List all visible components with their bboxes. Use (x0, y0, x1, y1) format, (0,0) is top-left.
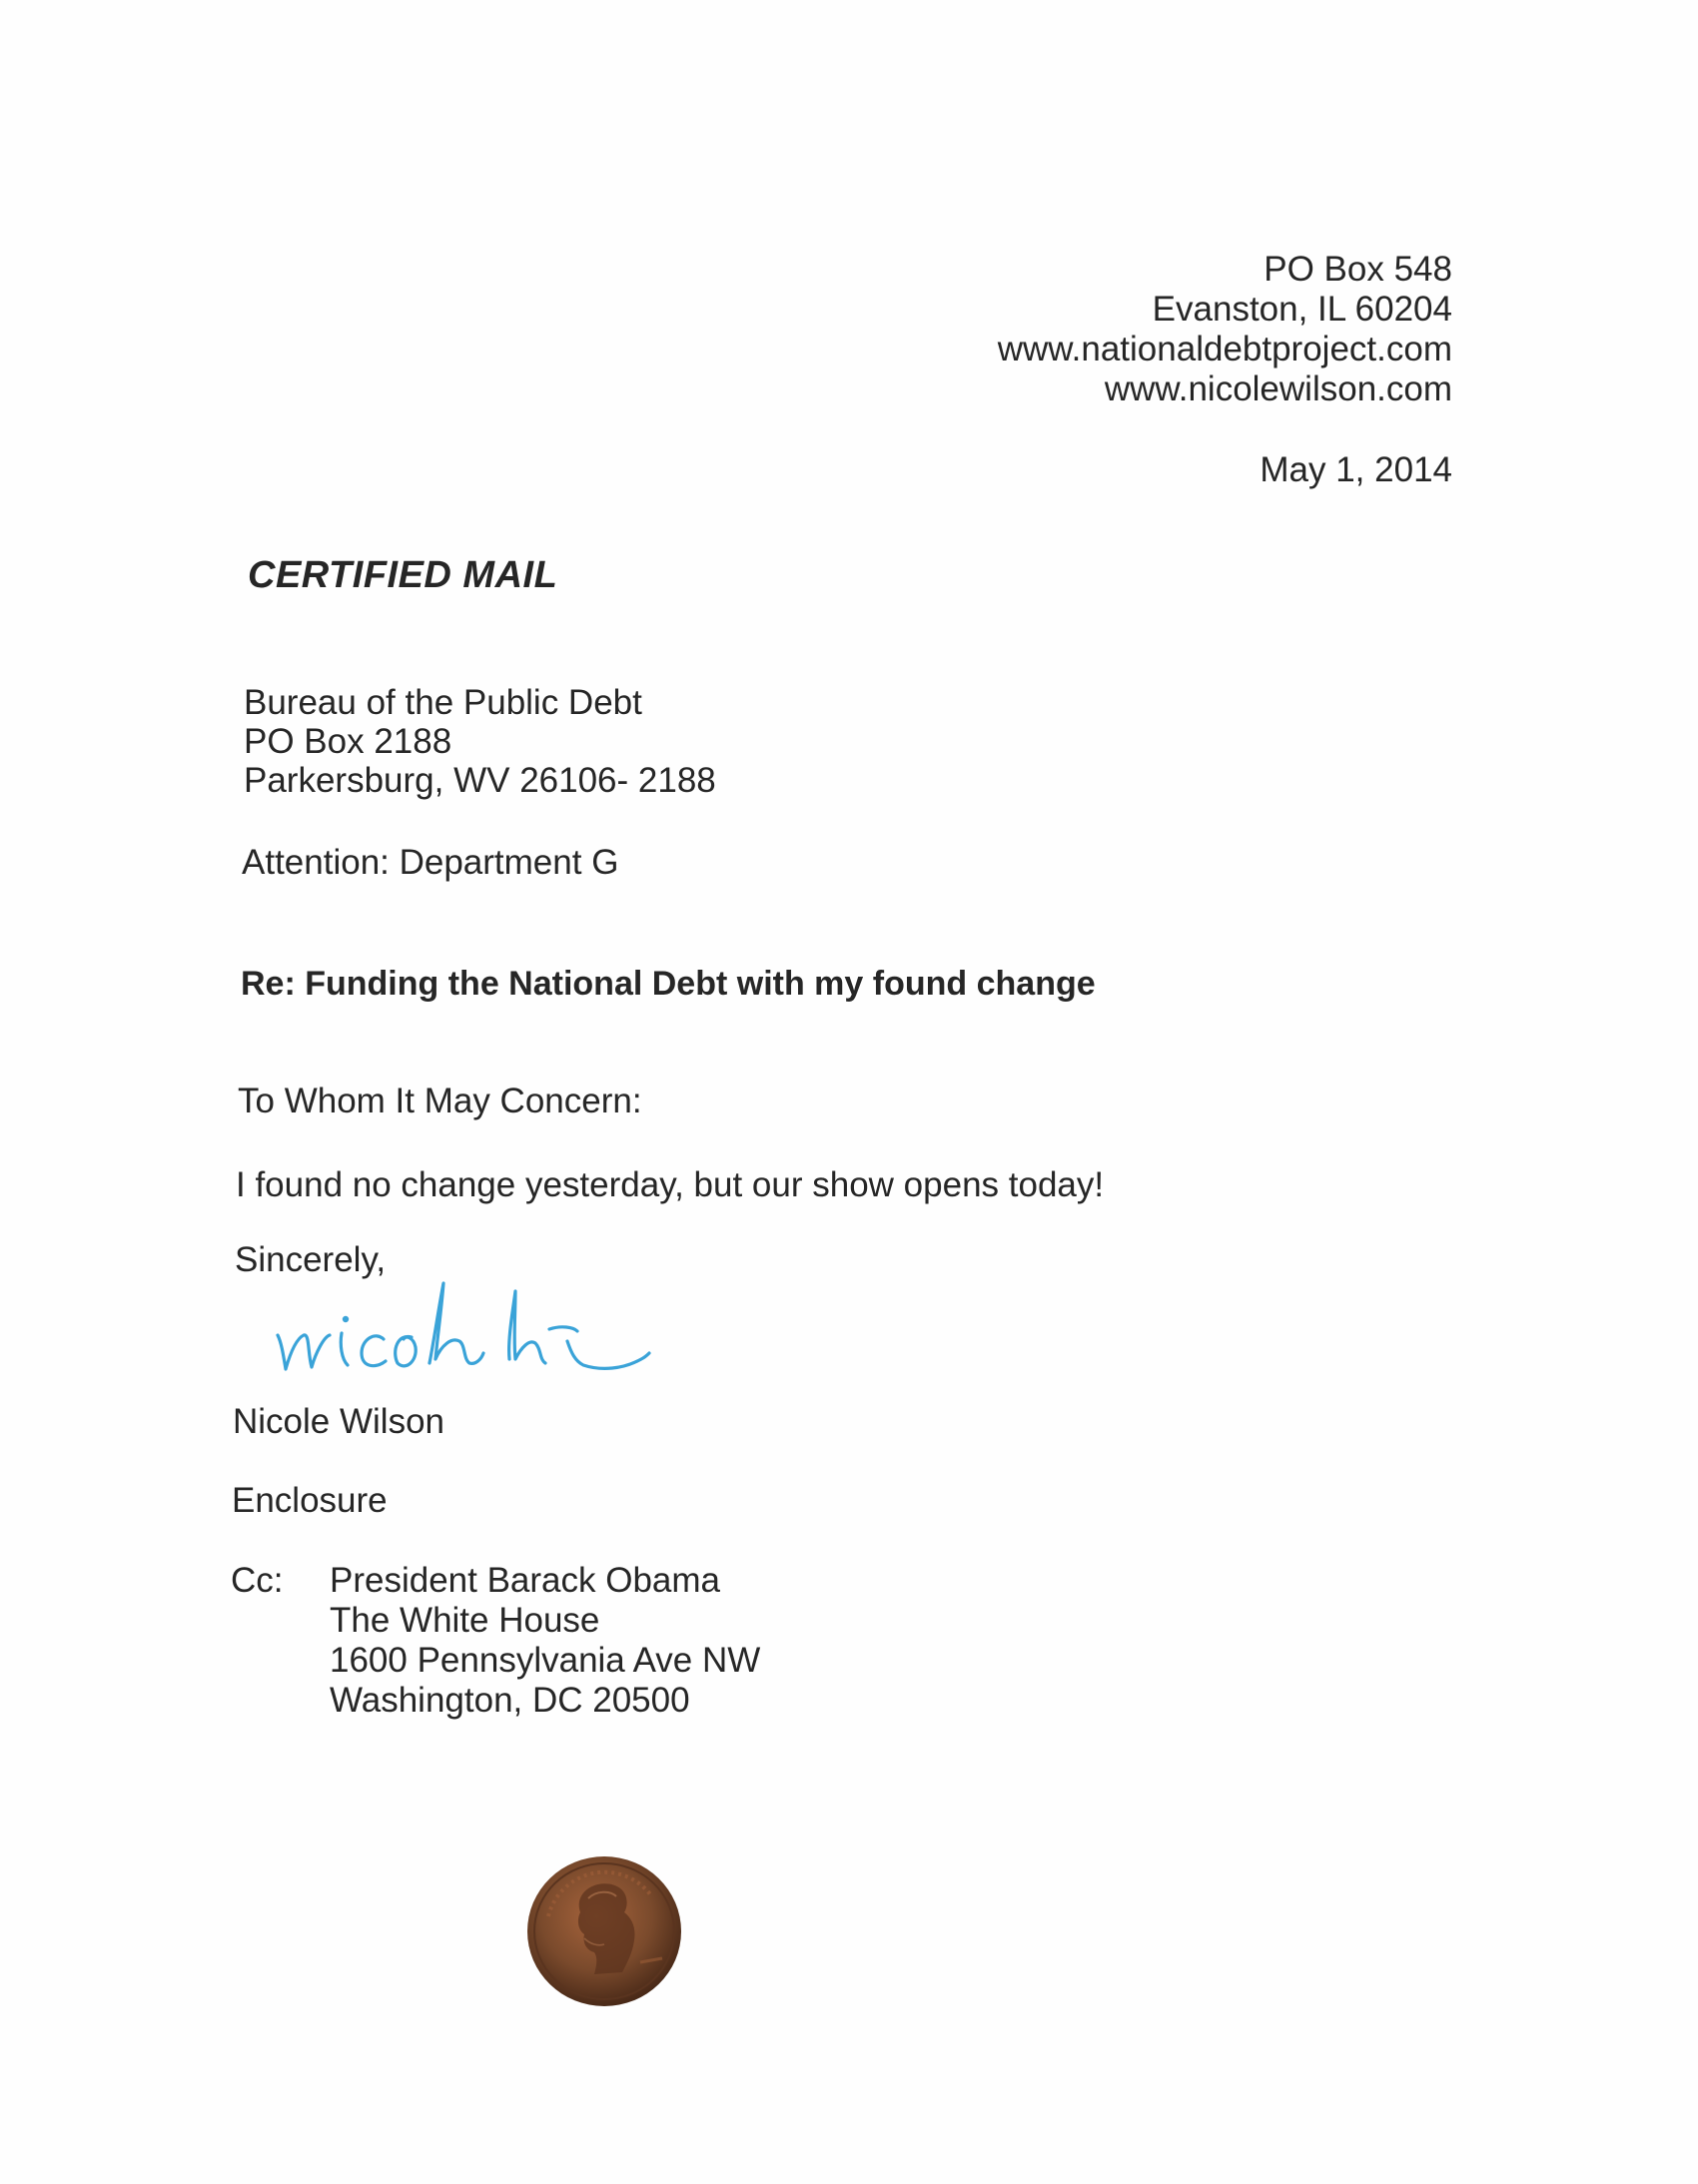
sender-website-1: www.nationaldebtproject.com (997, 330, 1452, 368)
cc-street: 1600 Pennsylvania Ave NW (330, 1641, 761, 1680)
recipient-name: Bureau of the Public Debt (244, 683, 642, 722)
attention-line: Attention: Department G (242, 843, 619, 882)
sender-po-box: PO Box 548 (1264, 250, 1452, 289)
recipient-address (244, 683, 716, 800)
enclosure-note: Enclosure (232, 1481, 388, 1520)
salutation: To Whom It May Concern: (238, 1082, 642, 1120)
subject-line: Re: Funding the National Debt with my found change (241, 965, 1096, 1003)
signer-name: Nicole Wilson (233, 1402, 444, 1441)
handwritten-signature-icon (272, 1273, 651, 1383)
closing: Sincerely, (235, 1240, 387, 1279)
letter-date: May 1, 2014 (1260, 450, 1452, 489)
cc-organization: The White House (330, 1601, 600, 1640)
cc-name: President Barack Obama (330, 1561, 721, 1600)
cc-address (330, 1561, 760, 1721)
letter-body: I found no change yesterday, but our show opens today! (236, 1165, 1105, 1204)
recipient-po-box: PO Box 2188 (244, 722, 452, 761)
certified-mail-heading: CERTIFIED MAIL (248, 554, 558, 596)
penny-coin-icon (524, 1854, 684, 2009)
sender-website-2: www.nicolewilson.com (1104, 369, 1452, 408)
recipient-city-state-zip: Parkersburg, WV 26106- 2188 (244, 761, 716, 800)
sender-city-state-zip: Evanston, IL 60204 (1152, 290, 1452, 329)
sender-address (998, 250, 1452, 409)
cc-city-state-zip: Washington, DC 20500 (330, 1681, 690, 1720)
cc-label: Cc: (231, 1561, 284, 1600)
